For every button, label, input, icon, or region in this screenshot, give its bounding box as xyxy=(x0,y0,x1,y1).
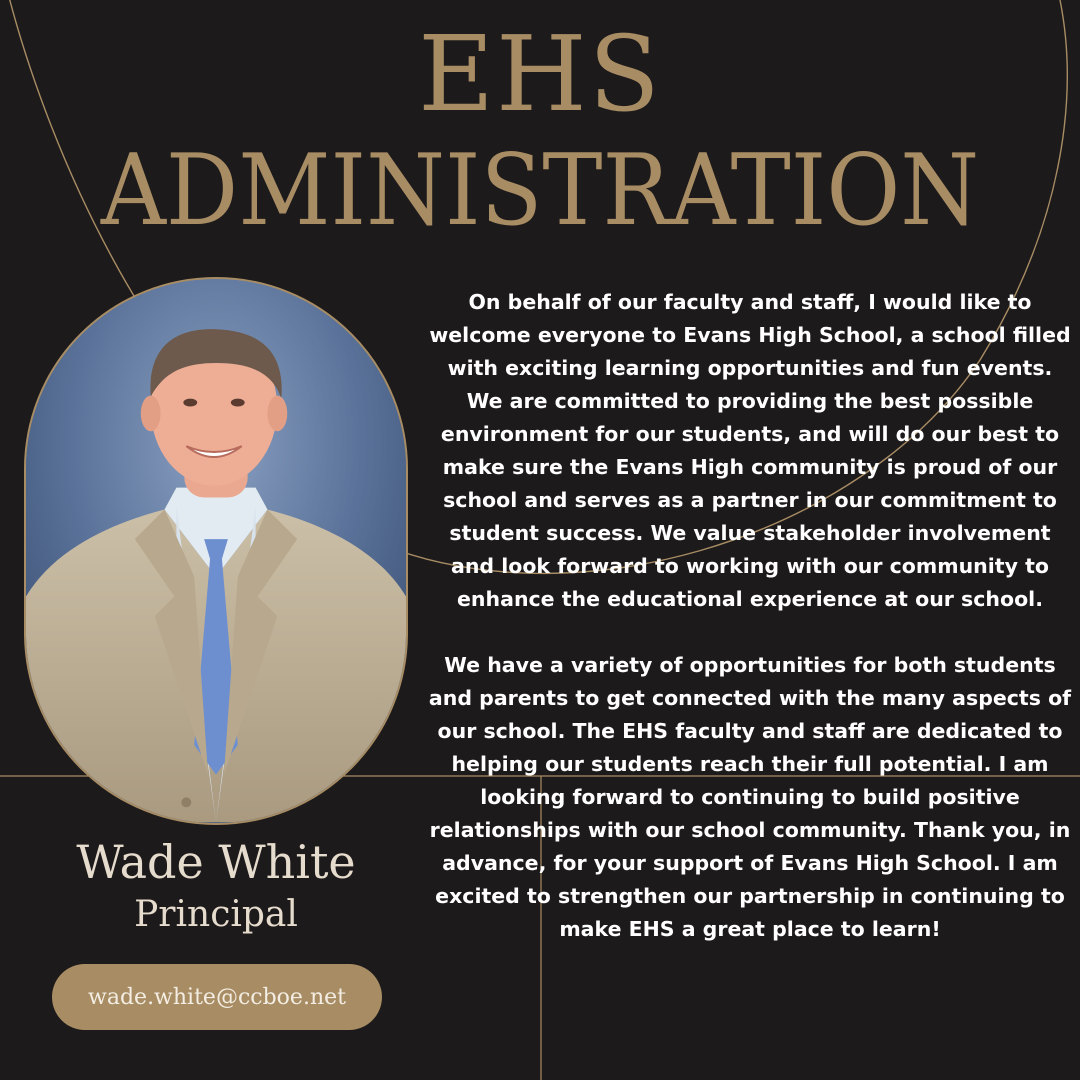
principal-role: Principal xyxy=(134,894,298,935)
email-button[interactable] xyxy=(52,964,382,1030)
portrait-illustration xyxy=(26,279,406,823)
title-line-1: EHS xyxy=(418,13,662,135)
email-label: wade.white@ccboe.net xyxy=(88,984,346,1010)
title-line-2: ADMINISTRATION xyxy=(100,134,980,248)
welcome-message xyxy=(428,286,1072,946)
message-paragraph-1: On behalf of our faculty and staff, I would like to welcome everyone to Evans High School, a school filled with exciting learning opportunities and fun events. We are committed to providing the best possible environment for our students, and will do our best to make sure the Evans High community is proud of our school and serves as a partner in our commitment to student success. We value stakeholder involvement and look forward to working with our community to enhance the educational experience at our school. xyxy=(429,290,1071,611)
principal-portrait xyxy=(24,277,408,825)
principal-name: Wade White xyxy=(76,835,356,889)
message-paragraph-2: We have a variety of opportunities for both students and parents to get connected with the many aspects of our school. The EHS faculty and staff are dedicated to helping our students reach their full potential. I am looking forward to continuing to build positive relationships with our school community. Thank you, in advance, for your support of Evans High School. I am excited to strengthen our partnership in continuing to make EHS a great place to learn! xyxy=(428,653,1072,941)
